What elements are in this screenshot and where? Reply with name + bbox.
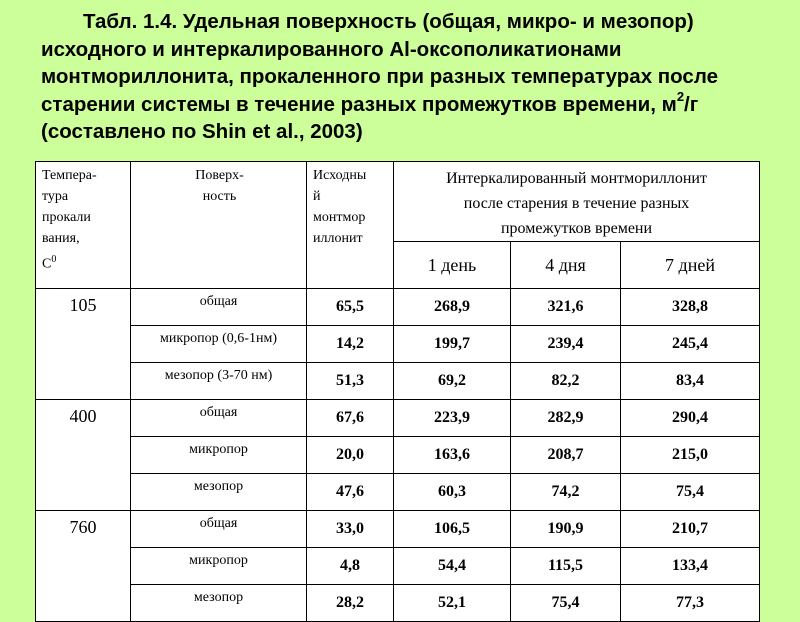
table-row bbox=[36, 548, 760, 585]
header-intercalated-line: после старения в течение разных bbox=[463, 195, 690, 212]
header-original-line: монтмор bbox=[313, 210, 366, 225]
day4-value-cell: 321,6 bbox=[511, 289, 621, 326]
day7-value-cell: 133,4 bbox=[621, 548, 760, 585]
header-intercalated bbox=[394, 162, 760, 242]
header-intercalated-line: Интеркалированный монтмориллонит bbox=[446, 170, 707, 187]
table-row bbox=[36, 585, 760, 622]
day4-value-cell: 82,2 bbox=[511, 363, 621, 400]
table-row bbox=[36, 474, 760, 511]
header-temperature-line: вания, bbox=[42, 231, 80, 246]
temperature-cell: 760 bbox=[36, 511, 131, 622]
header-temperature-line bbox=[42, 249, 126, 275]
table-row bbox=[36, 400, 760, 437]
header-row bbox=[36, 162, 760, 242]
header-surface-line: ность bbox=[202, 189, 237, 204]
table-row bbox=[36, 363, 760, 400]
original-value-cell: 4,8 bbox=[307, 548, 394, 585]
caption-tail: /г (составлено по Shin et al., 2003) bbox=[41, 92, 699, 143]
day7-value-cell: 210,7 bbox=[621, 511, 760, 548]
day1-value-cell: 163,6 bbox=[394, 437, 511, 474]
day4-value-cell: 74,2 bbox=[511, 474, 621, 511]
day7-value-cell: 215,0 bbox=[621, 437, 760, 474]
header-original-line: иллонит bbox=[313, 231, 363, 246]
day7-value-cell: 83,4 bbox=[621, 363, 760, 400]
table-caption bbox=[41, 8, 771, 146]
surface-type-cell: мезопор (3-70 нм) bbox=[131, 363, 307, 400]
header-original-line: й bbox=[313, 189, 321, 204]
day4-value-cell: 75,4 bbox=[511, 585, 621, 622]
caption-lead: Табл. 1.4. Удельная поверхность (общая, микро- и мезопор) исходного и интеркалированного Al-оксополикатионами монтмориллонита, прокаленного при разных температурах после старении системы в течение разных промежутков времени, м bbox=[41, 10, 718, 116]
day4-value-cell: 208,7 bbox=[511, 437, 621, 474]
surface-type-cell: микропор bbox=[131, 437, 307, 474]
day1-value-cell: 268,9 bbox=[394, 289, 511, 326]
header-intercalated-line: промежутков времени bbox=[500, 220, 653, 237]
day1-value-cell: 60,3 bbox=[394, 474, 511, 511]
header-temperature-line: Темпера- bbox=[42, 168, 97, 183]
surface-type-cell: микропор (0,6-1нм) bbox=[131, 326, 307, 363]
header-original bbox=[307, 162, 394, 289]
header-original-line: Исходны bbox=[313, 168, 367, 183]
header-temperature-line: тура bbox=[42, 189, 69, 204]
surface-type-cell: мезопор bbox=[131, 474, 307, 511]
day1-value-cell: 106,5 bbox=[394, 511, 511, 548]
surface-type-cell: мезопор bbox=[131, 585, 307, 622]
day4-value-cell: 239,4 bbox=[511, 326, 621, 363]
surface-type-cell: общая bbox=[131, 400, 307, 437]
day4-value-cell: 115,5 bbox=[511, 548, 621, 585]
header-temperature bbox=[36, 162, 131, 289]
original-value-cell: 47,6 bbox=[307, 474, 394, 511]
original-value-cell: 20,0 bbox=[307, 437, 394, 474]
original-value-cell: 51,3 bbox=[307, 363, 394, 400]
original-value-cell: 65,5 bbox=[307, 289, 394, 326]
original-value-cell: 67,6 bbox=[307, 400, 394, 437]
caption-unit-superscript: 2 bbox=[676, 88, 685, 104]
header-temperature-line: прокали bbox=[42, 210, 91, 225]
surface-type-cell: общая bbox=[131, 289, 307, 326]
original-value-cell: 28,2 bbox=[307, 585, 394, 622]
table-row bbox=[36, 326, 760, 363]
day1-value-cell: 69,2 bbox=[394, 363, 511, 400]
day4-value-cell: 190,9 bbox=[511, 511, 621, 548]
original-value-cell: 14,2 bbox=[307, 326, 394, 363]
temperature-cell: 400 bbox=[36, 400, 131, 511]
surface-type-cell: общая bbox=[131, 511, 307, 548]
day7-value-cell: 245,4 bbox=[621, 326, 760, 363]
table-row bbox=[36, 437, 760, 474]
day1-value-cell: 54,4 bbox=[394, 548, 511, 585]
day1-value-cell: 223,9 bbox=[394, 400, 511, 437]
header-temperature-unit: С bbox=[42, 256, 52, 272]
temperature-cell: 105 bbox=[36, 289, 131, 400]
day4-value-cell: 282,9 bbox=[511, 400, 621, 437]
surface-type-cell: микропор bbox=[131, 548, 307, 585]
header-surface-line: Поверх- bbox=[195, 168, 244, 183]
header-surface bbox=[131, 162, 307, 289]
header-period-4-days: 4 дня bbox=[511, 242, 621, 289]
day7-value-cell: 328,8 bbox=[621, 289, 760, 326]
day7-value-cell: 77,3 bbox=[621, 585, 760, 622]
surface-area-table bbox=[35, 161, 760, 622]
header-temperature-degree: 0 bbox=[51, 254, 57, 265]
header-period-1-day: 1 день bbox=[394, 242, 511, 289]
table-row bbox=[36, 511, 760, 548]
day7-value-cell: 290,4 bbox=[621, 400, 760, 437]
day1-value-cell: 199,7 bbox=[394, 326, 511, 363]
original-value-cell: 33,0 bbox=[307, 511, 394, 548]
table-row bbox=[36, 289, 760, 326]
header-period-7-days: 7 дней bbox=[621, 242, 760, 289]
day1-value-cell: 52,1 bbox=[394, 585, 511, 622]
day7-value-cell: 75,4 bbox=[621, 474, 760, 511]
